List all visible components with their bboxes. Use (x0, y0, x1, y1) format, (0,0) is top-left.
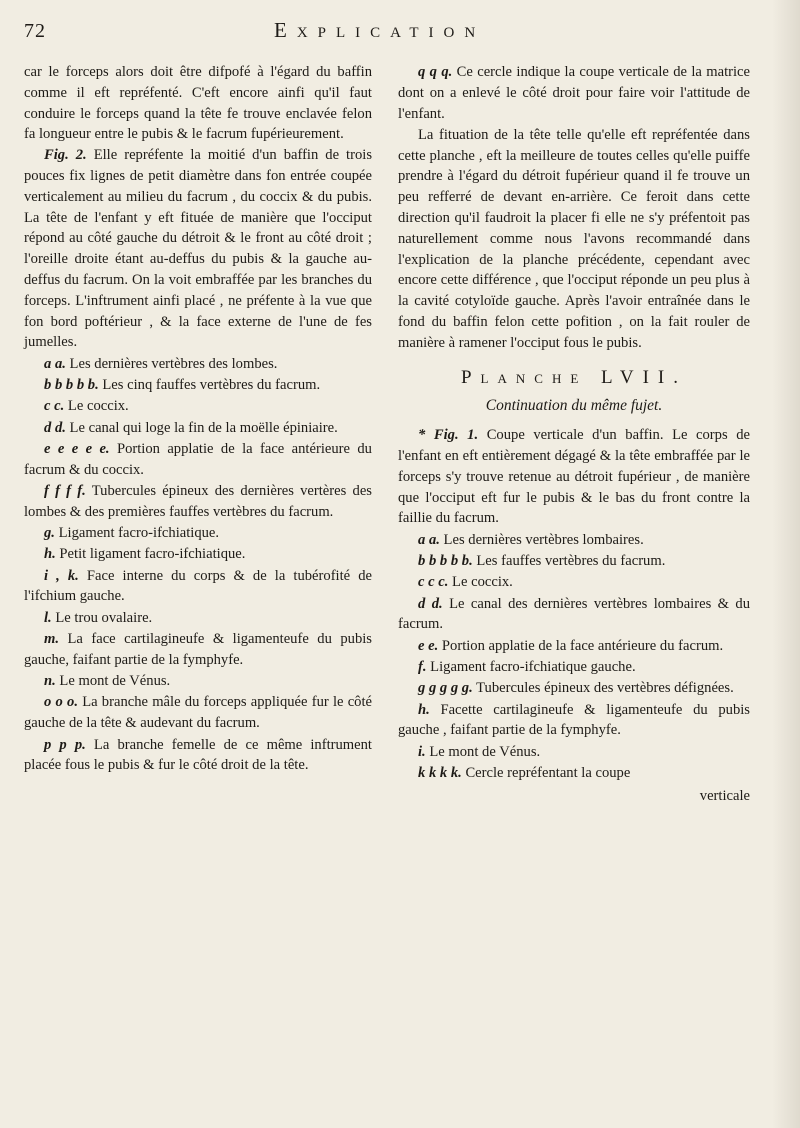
legend-text: Tubercules épineux des vertèbres défignées. (476, 680, 734, 697)
legend-label: h. (418, 701, 430, 718)
legend-entry (398, 657, 750, 678)
legend-label: f f f f. (44, 482, 86, 499)
legend-entry (398, 530, 750, 551)
legend-label: p p p. (44, 736, 86, 753)
legend-label: k k k k. (418, 765, 462, 781)
legend-text: La branche mâle du forceps appliquée fur le côté gauche de la tête & audevant du facrum. (24, 694, 372, 732)
page-edge-shadow (772, 0, 800, 1128)
legend-label: l. (44, 609, 52, 626)
legend-entry (398, 551, 750, 572)
legend-label: b b b b b. (44, 376, 99, 393)
legend-text: Portion applatie de la face antérieure du facrum. (441, 637, 724, 654)
legend-text: Le trou ovalaire. (55, 609, 153, 626)
legend-label: e e e e e. (44, 440, 110, 457)
page-number: 72 (24, 20, 46, 42)
legend-label: g g g g g. (418, 680, 473, 697)
legend-text: La face cartilagineufe & ligamenteufe du pubis gauche, faifant partie de la fymphyfe. (24, 631, 372, 668)
legend-text: Face interne du corps & de la tubérofité de l'ifchium gauche. (24, 567, 372, 605)
legend-label: a a. (418, 531, 440, 548)
left-column (24, 62, 372, 777)
legend-label: Fig. 2. (44, 147, 87, 164)
legend-text: La branche femelle de ce même inftrument placée fous le pubis & fur le côté droit de la tête. (24, 736, 372, 774)
legend-text: Petit ligament facro-ifchiatique. (59, 546, 246, 563)
running-title: Explication (274, 18, 486, 42)
plate-heading: Planche LVII. (460, 366, 688, 388)
legend-text: Cercle repréfentant la coupe (465, 765, 631, 781)
legend-text: La fituation de la tête telle qu'elle eft repréfentée dans cette planche , eft la meilleure de toutes celles qu'elle puiffe prendre à l'égard du détroit fupérieur quand il fe trouve un peu refferré de devant en-arrière. Ce feroit dans cette direction qu'il faudroit la placer fi elle ne s'y préfentoit pas naturellement comme nous l'avons recommandé dans l'explication de la planche précédente, cependant avec encore cette différence , que l'occiput réponde un peu plus à la cavité cotyloïde gauche. Après l'avoir entraînée dans le fond du baffin felon cette pofition , on la fait rouler de manière à ramener l'occiput fous le pubis. (398, 126, 750, 351)
legend-text: Facette cartilagineufe & ligamenteufe du pubis gauche , faifant partie de la fymphyfe. (398, 701, 750, 739)
legend-label: a a. (44, 355, 66, 372)
legend-entry (24, 629, 372, 671)
legend-text: Le canal qui loge la fin de la moëlle épiniaire. (69, 419, 338, 436)
legend-entry (398, 425, 750, 529)
legend-entry (24, 145, 372, 353)
legend-label: f. (418, 659, 427, 676)
legend-text: Tubercules épineux des dernières vertères des lombes & des premières fauffes vertèbres du facrum. (24, 482, 372, 520)
legend-entry (398, 594, 750, 636)
legend-label: * Fig. 1. (418, 427, 479, 444)
legend-label: d d. (44, 419, 66, 436)
legend-label: d d. (418, 595, 443, 612)
legend-label: e e. (418, 637, 439, 654)
legend-entry (24, 396, 372, 417)
legend-label: c c c. (418, 574, 449, 591)
legend-text: Ligament facro-ifchiatique gauche. (430, 659, 636, 676)
legend-entry (24, 735, 372, 777)
legend-entry (24, 671, 372, 692)
legend-text: Les cinq fauffes vertèbres du facrum. (102, 376, 321, 393)
legend-text: Ligament facro-ifchiatique. (58, 525, 220, 542)
legend-text: Portion applatie de la face antérieure du facrum & du coccix. (24, 440, 372, 478)
legend-entry (398, 678, 750, 699)
right-column (398, 62, 750, 807)
legend-text: car le forceps alors doit être difpofé à l'égard du baffin comme il eft repréfenté. C'eft encore ainfi qu'il faut conduire le forceps quand la tête fe trouve enclavée felon fa longueur entre le pubis & le facrum fupérieurement. (24, 64, 372, 143)
legend-text: Le coccix. (452, 574, 513, 591)
legend-text: Le canal des dernières vertèbres lombaires & du facrum. (398, 595, 751, 633)
legend-text: Le mont de Vénus. (59, 673, 171, 690)
legend-entry (398, 742, 750, 763)
legend-entry (398, 763, 750, 784)
legend-text: Les fauffes vertèbres du facrum. (476, 553, 666, 570)
legend-text: Le mont de Vénus. (429, 743, 541, 760)
right-column-bottom (398, 425, 750, 784)
right-column-top (398, 62, 750, 354)
legend-entry (24, 566, 372, 608)
legend-label: i , k. (44, 567, 79, 584)
legend-text: Coupe verticale d'un baffin. Le corps de l'enfant en eft entièrement dégagé & la tête embraffée par le forceps s'y trouve retenue au détroit fupérieur , de manière que l'occiput eft fur le pubis & le bas du front contre la faillie du facrum. (398, 427, 750, 527)
legend-label: i. (418, 743, 426, 760)
legend-label: q q q. (418, 64, 453, 80)
legend-entry (24, 439, 372, 481)
legend-entry (398, 636, 750, 657)
legend-entry (24, 62, 372, 145)
legend-text: Elle repréfente la moitié d'un baffin de trois pouces fix lignes de petit diamètre dans fon entrée coupée verticalement au milieu du facrum , du coccix & du pubis. La tête de l'enfant y eft fituée de manière que l'occiput répond au côté gauche du détroit & le front au côté droit ; l'oreille droite étant au-deffus du pubis & la gauche au-deffus du facrum. On la voit embraffée par les branches du forceps. L'inftrument ainfi placé , ne préfente à la vue que fon bord poftérieur , & la face externe de l'une de fes jumelles. (24, 147, 373, 351)
legend-entry (398, 62, 750, 124)
legend-entry (24, 418, 372, 439)
legend-text: Les dernières vertèbres des lombes. (69, 355, 278, 372)
page-header (24, 16, 764, 46)
catchword: verticale (699, 787, 750, 804)
legend-entry (24, 354, 372, 375)
legend-entry (24, 692, 372, 734)
legend-label: m. (44, 631, 59, 648)
legend-entry (24, 523, 372, 544)
legend-label: g. (44, 525, 55, 542)
legend-entry (398, 572, 750, 593)
plate-subheading: Continuation du même fujet. (485, 397, 663, 415)
legend-entry (24, 608, 372, 629)
legend-text: Ce cercle indique la coupe verticale de la matrice dont on a enlevé le côté droit pour faire voir l'attitude de l'enfant. (398, 64, 750, 122)
legend-text: Le coccix. (67, 398, 129, 415)
legend-text: Les dernières vertèbres lombaires. (443, 531, 644, 548)
legend-entry (398, 125, 750, 354)
legend-label: o o o. (44, 694, 78, 711)
legend-label: c c. (44, 398, 65, 415)
legend-label: n. (44, 673, 56, 690)
legend-entry (24, 481, 372, 523)
legend-label: h. (44, 546, 56, 563)
legend-entry (398, 700, 750, 742)
legend-entry (24, 375, 372, 396)
legend-label: b b b b b. (418, 553, 473, 570)
legend-entry (24, 544, 372, 565)
